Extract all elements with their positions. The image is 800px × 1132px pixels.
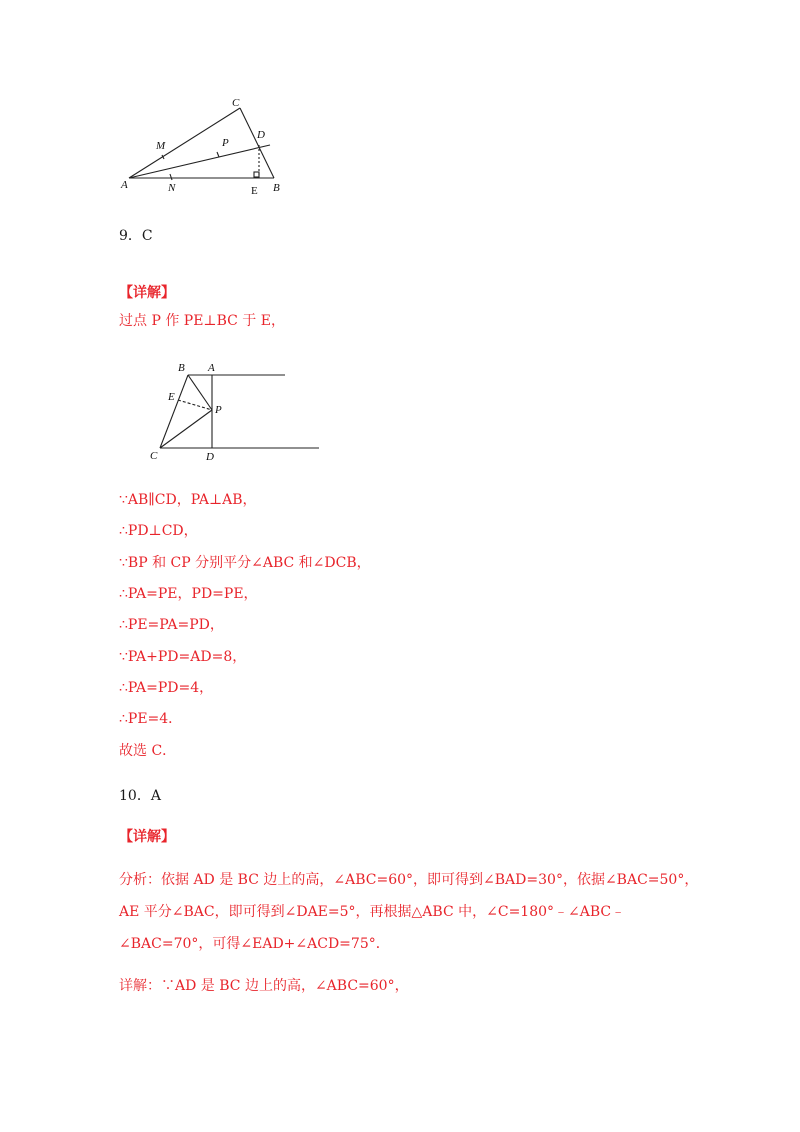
q10-detail-heading: 【详解】 xyxy=(119,829,175,845)
label-b: B xyxy=(273,182,280,194)
q9-step-6: ∵PA+PD=AD=8， xyxy=(119,649,247,665)
q10-analysis-1: 分析：依据 AD 是 BC 边上的高，∠ABC=60°，即可得到∠BAD=30°，依据∠BAC=50°， xyxy=(119,872,699,888)
q10-answer: 10．A xyxy=(119,788,161,804)
figure-triangle-abc xyxy=(118,94,288,204)
label-e2: E xyxy=(168,391,175,403)
q9-step-3: ∵BP 和 CP 分别平分∠ABC 和∠DCB， xyxy=(119,555,371,571)
q9-intro: 过点 P 作 PE⊥BC 于 E， xyxy=(119,313,285,329)
q10-detail-line: 详解：∵AD 是 BC 边上的高，∠ABC=60°， xyxy=(119,978,409,994)
figure-parallel-bisectors xyxy=(146,358,326,463)
q10-analysis-2: AE 平分∠BAC，即可得到∠DAE=5°，再根据△ABC 中，∠C=180°﹣∠ABC﹣ xyxy=(119,904,626,920)
q9-step-7: ∴PA=PD=4， xyxy=(119,680,214,696)
q10-analysis-3: ∠BAC=70°，可得∠EAD+∠ACD=75°． xyxy=(119,936,390,952)
q9-answer: 9．C xyxy=(119,228,153,244)
label-a2: A xyxy=(208,362,215,374)
q9-step-5: ∴PE=PA=PD， xyxy=(119,617,224,633)
label-b2: B xyxy=(178,362,185,374)
q9-step-9: 故选 C． xyxy=(119,743,177,759)
label-c2: C xyxy=(150,450,158,462)
q9-step-2: ∴PD⊥CD， xyxy=(119,523,198,539)
label-p: P xyxy=(222,137,229,149)
label-n: N xyxy=(168,182,176,194)
q9-step-1: ∵AB∥CD，PA⊥AB， xyxy=(119,492,257,508)
q9-step-4: ∴PA=PE，PD=PE， xyxy=(119,586,258,602)
q9-step-8: ∴PE=4． xyxy=(119,711,183,727)
label-p2: P xyxy=(215,404,222,416)
label-c: C xyxy=(232,97,240,109)
label-d2: D xyxy=(206,451,214,463)
label-a: A xyxy=(121,179,128,191)
q9-detail-heading: 【详解】 xyxy=(119,285,175,301)
label-m: M xyxy=(156,140,166,152)
label-d: D xyxy=(257,129,265,141)
label-e: E xyxy=(251,185,258,197)
